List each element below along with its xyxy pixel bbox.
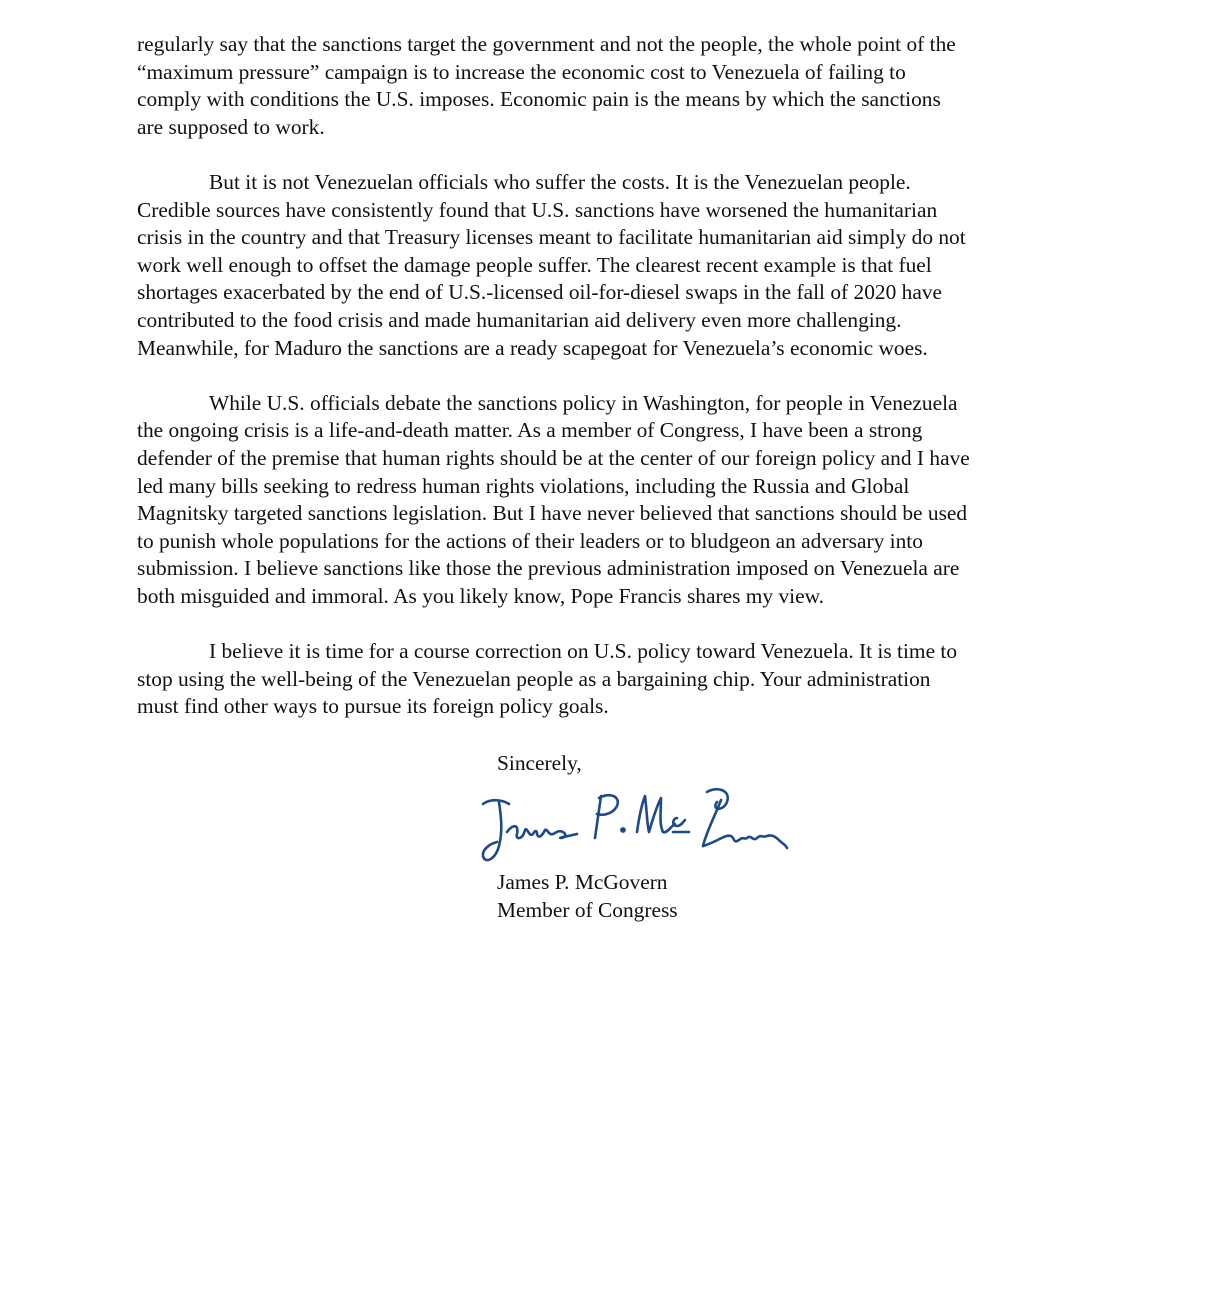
paragraph-human-rights: While U.S. officials debate the sanctions policy in Washington, for people in Venezuela the ongoing crisis is a life-and-death matter. As a member of Congress, I have been a strong defender of the premise that human rights should be at the center of our foreign policy and I have led many bills seeking to redress human rights violations, including the Russia and Global Magnitsky targeted sanctions legislation. But I have never believed that sanctions should be used to punish whole populations for the actions of their leaders or to bludgeon an adversary into submission. I believe sanctions like those the previous administration imposed on Venezuela are both misguided and immoral. As you likely know, Pope Francis shares my view. (137, 390, 970, 608)
handwritten-signature (477, 786, 793, 866)
paragraph-continued: regularly say that the sanctions target the government and not the people, the whole point of the “maximum pressure” campaign is to increase the economic cost to Venezuela of failing to comply with conditions the U.S. imposes. Economic pain is the means by which the sanctions are supposed to work. (137, 32, 956, 139)
signer-name: James P. McGovern (497, 870, 668, 894)
closing (497, 750, 582, 778)
signature-block (497, 869, 678, 924)
paragraph-costs: But it is not Venezuelan officials who suffer the costs. It is the Venezuelan people. Credible sources have consistently found that U.S. sanctions have worsened the humanitarian crisis in the country and that Treasury licenses meant to facilitate humanitarian aid simply do not work well enough to offset the damage people suffer. The clearest recent example is that fuel shortages exacerbated by the end of U.S.-licensed oil-for-diesel swaps in the fall of 2020 have contributed to the food crisis and made humanitarian aid delivery even more challenging. Meanwhile, for Maduro the sanctions are a ready scapegoat for Venezuela’s economic woes. (137, 169, 966, 360)
closing-salutation: Sincerely, (497, 751, 582, 775)
signer-title: Member of Congress (497, 897, 678, 922)
letter-body (137, 31, 1077, 748)
paragraph-course-correction: I believe it is time for a course correction on U.S. policy toward Venezuela. It is time to stop using the well-being of the Venezuelan people as a bargaining chip. Your administration must find other ways to pursue its foreign policy goals. (137, 639, 958, 719)
